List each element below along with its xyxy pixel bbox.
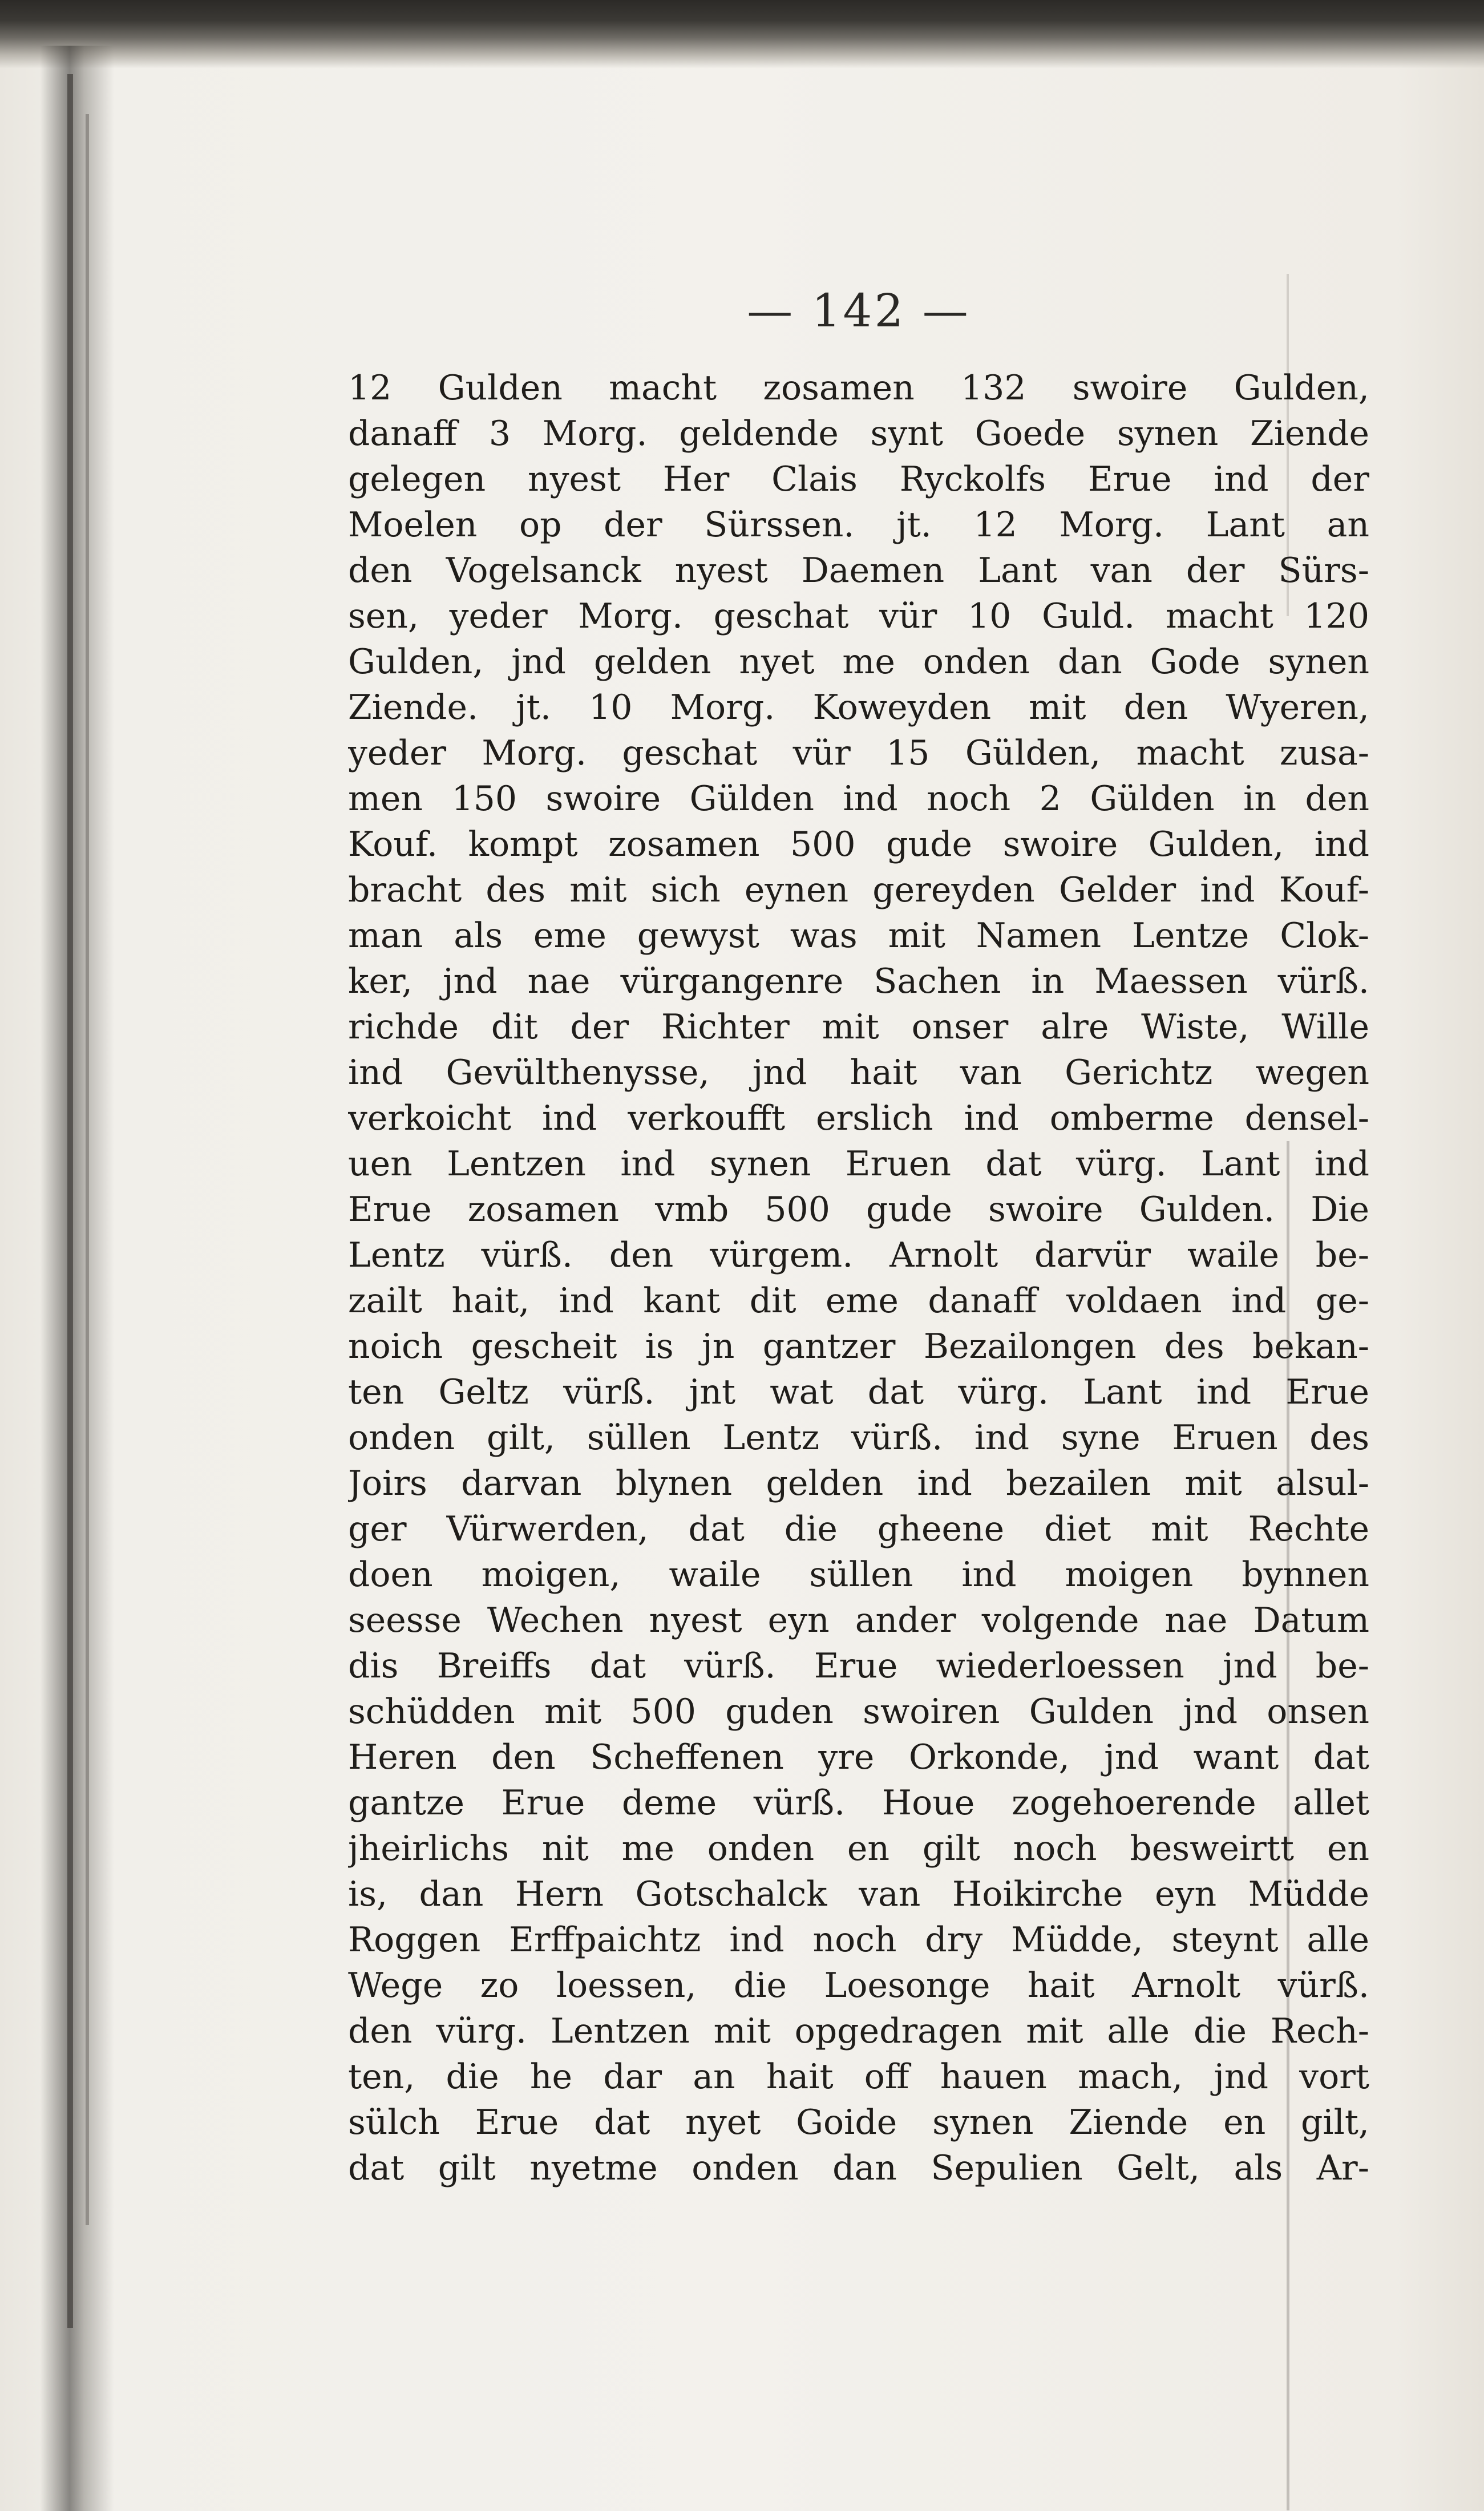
text-line: men 150 swoire Gülden ind noch 2 Gülden in den: [348, 779, 1369, 819]
text-line: Ziende. jt. 10 Morg. Koweyden mit den Wyeren,: [348, 688, 1369, 727]
text-line: den vürg. Lentzen mit opgedragen mit alle die Rech-: [348, 2011, 1369, 2051]
text-line: Lentz vürß. den vürgem. Arnolt darvür waile be-: [348, 1235, 1369, 1275]
text-line: yeder Morg. geschat vür 15 Gülden, macht zusa-: [348, 733, 1369, 773]
body-text: [348, 365, 1369, 2191]
text-line: Gulden, jnd gelden nyet me onden dan Gode synen: [348, 642, 1369, 682]
text-line: richde dit der Richter mit onser alre Wiste, Wille: [348, 1007, 1369, 1047]
text-line: Joirs darvan blynen gelden ind bezailen mit alsul-: [348, 1463, 1369, 1503]
text-line: gantze Erue deme vürß. Houe zogehoerende allet: [348, 1783, 1369, 1823]
text-line: is, dan Hern Gotschalck van Hoikirche eyn Müdde: [348, 1874, 1369, 1914]
text-line: schüdden mit 500 guden swoiren Gulden jnd onsen: [348, 1692, 1369, 1732]
text-line: ten, die he dar an hait off hauen mach, jnd vort: [348, 2057, 1369, 2097]
text-line: ger Vürwerden, dat die gheene diet mit Rechte: [348, 1509, 1369, 1549]
text-line: bracht des mit sich eynen gereyden Gelder ind Kouf-: [348, 870, 1369, 910]
text-line: zailt hait, ind kant dit eme danaff voldaen ind ge-: [348, 1281, 1369, 1321]
page-number: — 142 —: [747, 284, 971, 337]
text-line: sülch Erue dat nyet Goide synen Ziende en gilt,: [348, 2102, 1369, 2142]
text-block: [348, 268, 1369, 2294]
text-line: sen, yeder Morg. geschat vür 10 Guld. macht 120: [348, 596, 1369, 636]
text-line: Kouf. kompt zosamen 500 gude swoire Gulden, ind: [348, 824, 1369, 864]
page-top-edge-shadow: [0, 0, 1484, 68]
text-line: dis Breiffs dat vürß. Erue wiederloessen jnd be-: [348, 1646, 1369, 1686]
text-line: uen Lentzen ind synen Eruen dat vürg. Lant ind: [348, 1144, 1369, 1184]
text-line: danaff 3 Morg. geldende synt Goede synen Ziende: [348, 414, 1369, 454]
binding-fold-line: [67, 74, 73, 2328]
text-line: jheirlichs nit me onden en gilt noch besweirtt en: [348, 1829, 1369, 1869]
text-line: onden gilt, süllen Lentz vürß. ind syne Eruen des: [348, 1418, 1369, 1458]
text-line: Heren den Scheffenen yre Orkonde, jnd want dat: [348, 1737, 1369, 1777]
text-line: Wege zo loessen, die Loesonge hait Arnolt vürß.: [348, 1966, 1369, 2005]
text-line: den Vogelsanck nyest Daemen Lant van der Sürs-: [348, 551, 1369, 591]
text-line: Erue zosamen vmb 500 gude swoire Gulden. Die: [348, 1190, 1369, 1230]
text-line: doen moigen, waile süllen ind moigen bynnen: [348, 1555, 1369, 1595]
text-line: Moelen op der Sürssen. jt. 12 Morg. Lant an: [348, 505, 1369, 545]
text-line: gelegen nyest Her Clais Ryckolfs Erue ind der: [348, 459, 1369, 499]
text-line: seesse Wechen nyest eyn ander volgende nae Datum: [348, 1600, 1369, 1640]
text-line: ind Gevülthenysse, jnd hait van Gerichtz wegen: [348, 1053, 1369, 1093]
text-line: ten Geltz vürß. jnt wat dat vürg. Lant ind Erue: [348, 1372, 1369, 1412]
text-line: verkoicht ind verkoufft erslich ind omberme densel-: [348, 1098, 1369, 1138]
text-line: man als eme gewyst was mit Namen Lentze Clok-: [348, 916, 1369, 956]
text-line: Roggen Erffpaichtz ind noch dry Müdde, steynt alle: [348, 1920, 1369, 1960]
text-line: 12 Gulden macht zosamen 132 swoire Gulden,: [348, 368, 1369, 408]
text-line: ker, jnd nae vürgangenre Sachen in Maessen vürß.: [348, 961, 1369, 1001]
text-line: noich gescheit is jn gantzer Bezailongen des bekan-: [348, 1327, 1369, 1366]
text-line: dat gilt nyetme onden dan Sepulien Gelt, als Ar-: [348, 2148, 1369, 2188]
binding-fold-shadow: [40, 46, 114, 2511]
binding-fold-line-inner: [86, 114, 89, 2225]
